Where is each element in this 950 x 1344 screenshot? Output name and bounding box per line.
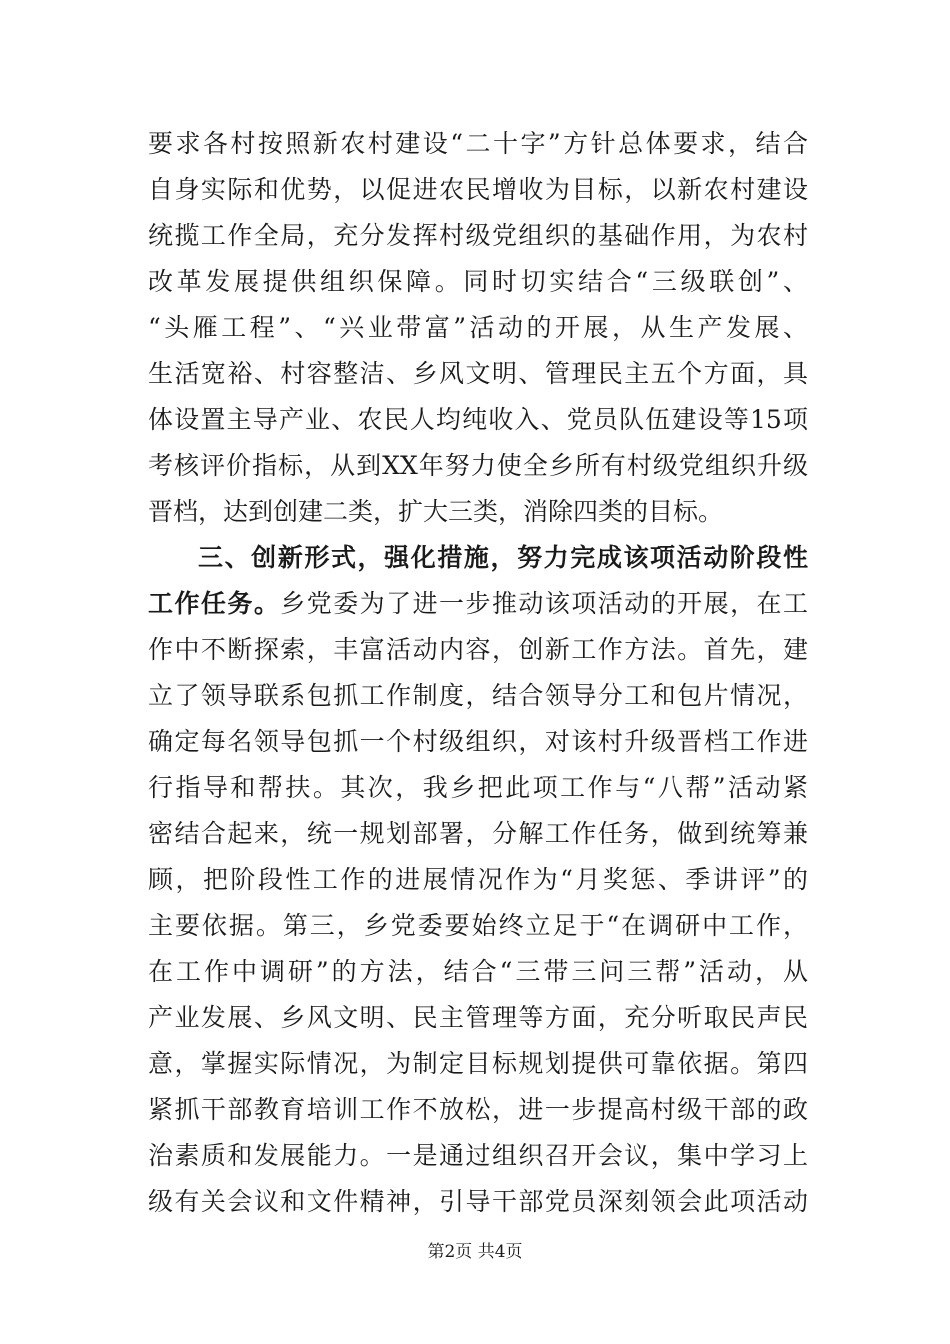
paragraph-line: 考核评价指标，从到XX年努力使全乡所有村级党组织升级 <box>148 451 808 480</box>
section-heading-continuation <box>148 584 808 624</box>
paragraph-line: 紧抓干部教育培训工作不放松，进一步提高村级干部的政 <box>148 1095 808 1124</box>
paragraph-line: 确定每名领导包抓一个村级组织，对该村升级晋档工作进 <box>148 727 808 756</box>
paragraph-line: 级有关会议和文件精神，引导干部党员深刻领会此项活动 <box>148 1187 808 1216</box>
paragraph-line: 体设置主导产业、农民人均纯收入、党员队伍建设等15项 <box>148 405 808 434</box>
paragraph-line: 晋档，达到创建二类，扩大三类，消除四类的目标。 <box>148 497 724 526</box>
section-heading-end: 工作任务。 <box>148 589 281 618</box>
paragraph-line: 意，掌握实际情况，为制定目标规划提供可靠依据。第四 <box>148 1049 808 1078</box>
paragraph-line: 自身实际和优势，以促进农民增收为目标，以新农村建设 <box>148 175 808 204</box>
page-number-footer: 第2页 共4页 <box>427 1242 523 1262</box>
paragraph-line: 立了领导联系包抓工作制度，结合领导分工和包片情况， <box>148 681 808 710</box>
paragraph-line: “头雁工程”、“兴业带富”活动的开展，从生产发展、 <box>148 313 808 342</box>
paragraph-line: 要求各村按照新农村建设“二十字”方针总体要求，结合 <box>148 129 808 158</box>
paragraph-line: 密结合起来，统一规划部署，分解工作任务，做到统筹兼 <box>148 819 808 848</box>
paragraph-line: 改革发展提供组织保障。同时切实结合“三级联创”、 <box>148 267 808 296</box>
paragraph-line: 生活宽裕、村容整洁、乡风文明、管理民主五个方面，具 <box>148 359 808 388</box>
paragraph-text: 乡党委为了进一步推动该项活动的开展，在工 <box>280 589 808 618</box>
paragraph-line: 治素质和发展能力。一是通过组织召开会议，集中学习上 <box>148 1141 808 1170</box>
paragraph-line: 主要依据。第三，乡党委要始终立足于“在调研中工作， <box>148 911 808 940</box>
paragraph-line: 顾，把阶段性工作的进展情况作为“月奖惩、季讲评”的 <box>148 865 808 894</box>
paragraph-line: 行指导和帮扶。其次，我乡把此项工作与“八帮”活动紧 <box>148 773 808 802</box>
paragraph-line: 产业发展、乡风文明、民主管理等方面，充分听取民声民 <box>148 1003 808 1032</box>
paragraph-line: 在工作中调研”的方法，结合“三带三问三帮”活动，从 <box>148 957 808 986</box>
paragraph-line: 作中不断探索，丰富活动内容，创新工作方法。首先，建 <box>148 635 808 664</box>
section-heading: 三、创新形式，强化措施，努力完成该项活动阶段性 <box>198 543 808 572</box>
paragraph-line: 统揽工作全局，充分发挥村级党组织的基础作用，为农村 <box>148 221 808 250</box>
